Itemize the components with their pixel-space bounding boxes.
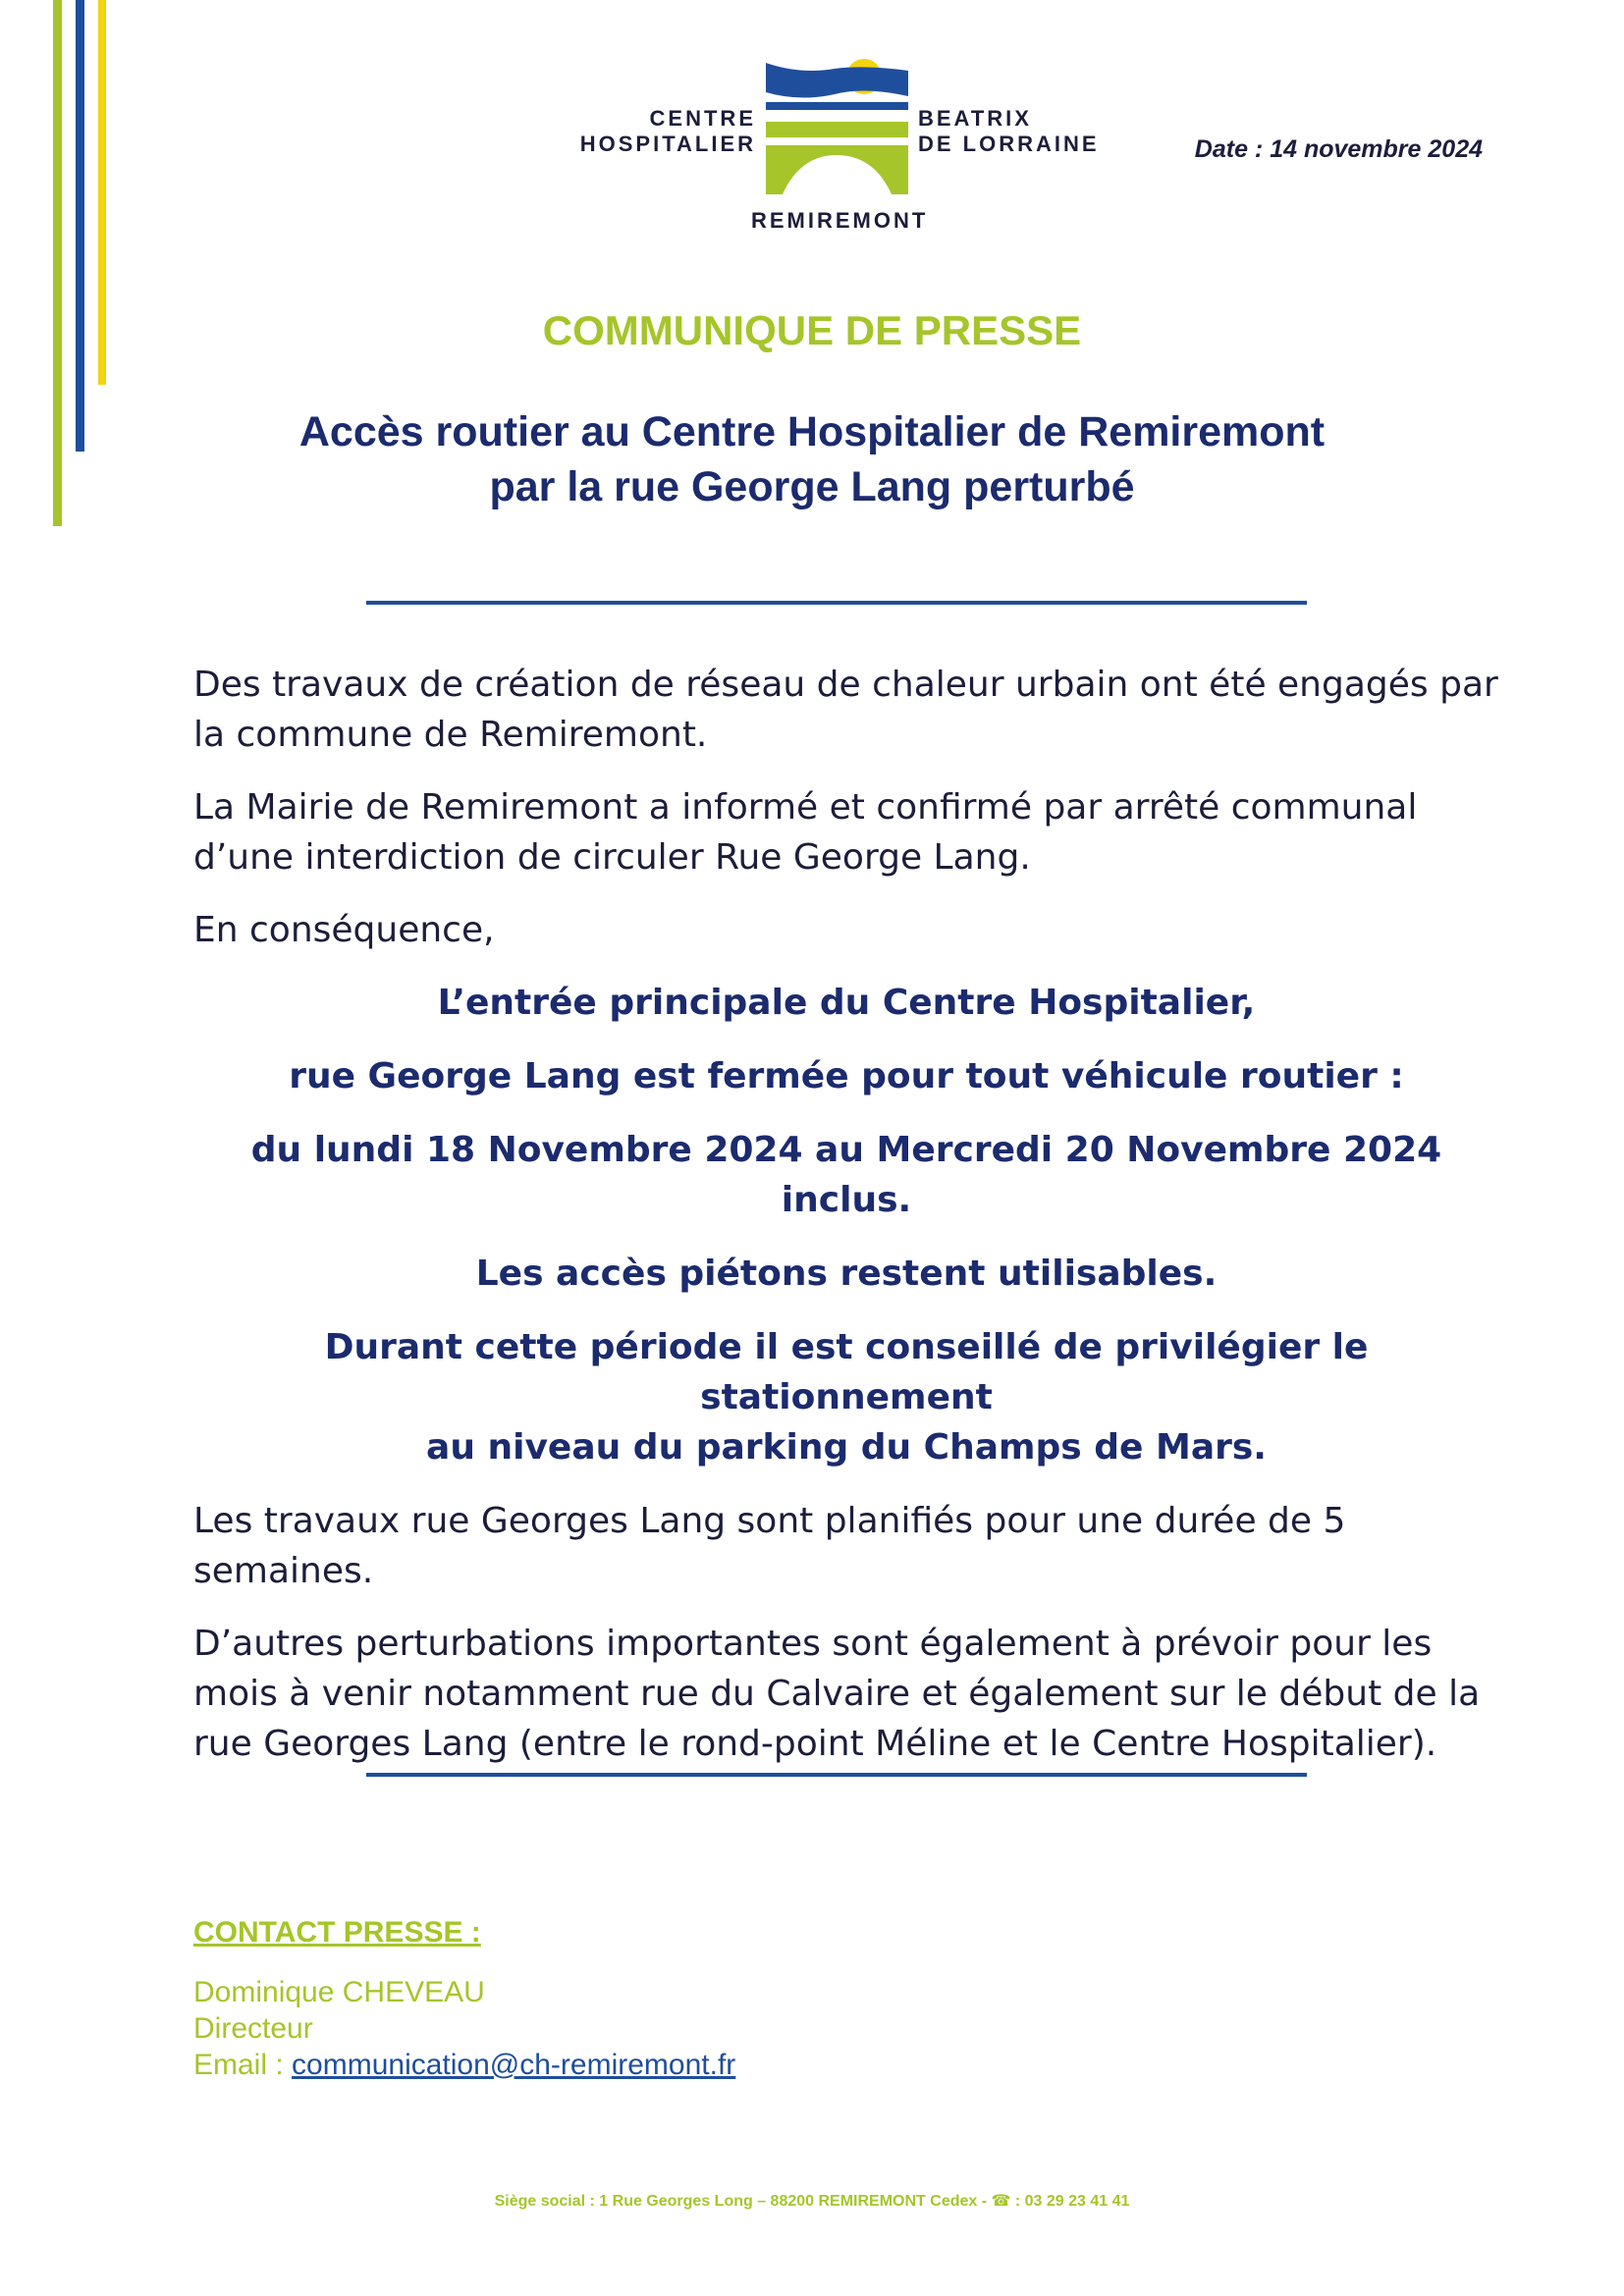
paragraph-consequence: En conséquence, (193, 910, 495, 950)
divider-bottom (366, 1773, 1307, 1777)
contact-email-line (193, 2047, 1077, 2083)
contact-role: Directeur (193, 2012, 313, 2045)
notice-parking (193, 1322, 1499, 1472)
paragraph-other-disruptions: D’autres perturbations importantes sont également à prévoir pour les mois à venir notamment rue du Calvaire et également sur le début de la rue Georges Lang (entre le rond-point Méline et le Centre Hospitalier). (193, 1624, 1481, 1764)
notice-parking-line-2: au niveau du parking du Champs de Mars. (426, 1427, 1267, 1468)
notice-pedestrian: Les accès piétons restent utilisables. (475, 1254, 1218, 1294)
press-release-body (193, 660, 1499, 1791)
logo-right-line-1: BEATRIX (918, 106, 1032, 131)
notice-parking-line-1: Durant cette période il est conseillé de privilégier le stationnement (324, 1327, 1369, 1417)
hospital-logo-icon (766, 57, 908, 194)
paragraph-mairie: La Mairie de Remiremont a informé et confirmé par arrêté communal d’une interdiction de circuler Rue George Lang. (193, 787, 1418, 878)
logo-text-right (918, 106, 1114, 157)
paragraph-works: Des travaux de création de réseau de chaleur urbain ont été engagés par la commune de Remiremont. (193, 665, 1498, 755)
divider-top (366, 601, 1307, 605)
logo-text-left (569, 106, 756, 157)
headline-line-2: par la rue George Lang perturbé (489, 463, 1135, 510)
logo-left-line-1: CENTRE (649, 106, 756, 131)
logo-text-city: REMIREMONT (751, 208, 929, 233)
logo-right-line-2: DE LORRAINE (918, 132, 1100, 156)
paragraph-duration: Les travaux rue Georges Lang sont planifiés pour une durée de 5 semaines. (193, 1501, 1346, 1591)
document-date: Date : 14 novembre 2024 (1194, 135, 1483, 163)
footer-address: Siège social : 1 Rue Georges Long – 88200 REMIREMONT Cedex - ☎ : 03 29 23 41 41 (494, 2193, 1130, 2210)
headline-line-1: Accès routier au Centre Hospitalier de Remiremont (298, 408, 1326, 455)
decorative-bar-blue (76, 0, 84, 452)
logo-left-line-2: HOSPITALIER (579, 132, 756, 156)
notice-main-entrance: L’entrée principale du Centre Hospitalier, (437, 983, 1256, 1023)
contact-name: Dominique CHEVEAU (193, 1976, 485, 2008)
headline (0, 404, 1624, 514)
notice-dates: du lundi 18 Novembre 2024 au Mercredi 20 Novembre 2024 inclus. (250, 1130, 1442, 1220)
contact-email-link[interactable]: communication@ch-remiremont.fr (292, 2049, 736, 2081)
press-contact (193, 1914, 1077, 2083)
notice-road-closed: rue George Lang est fermée pour tout véhicule routier : (289, 1056, 1404, 1096)
press-release-label: COMMUNIQUE DE PRESSE (542, 307, 1082, 353)
contact-title: CONTACT PRESSE : (193, 1916, 481, 1949)
contact-email-label: Email : (193, 2049, 293, 2081)
